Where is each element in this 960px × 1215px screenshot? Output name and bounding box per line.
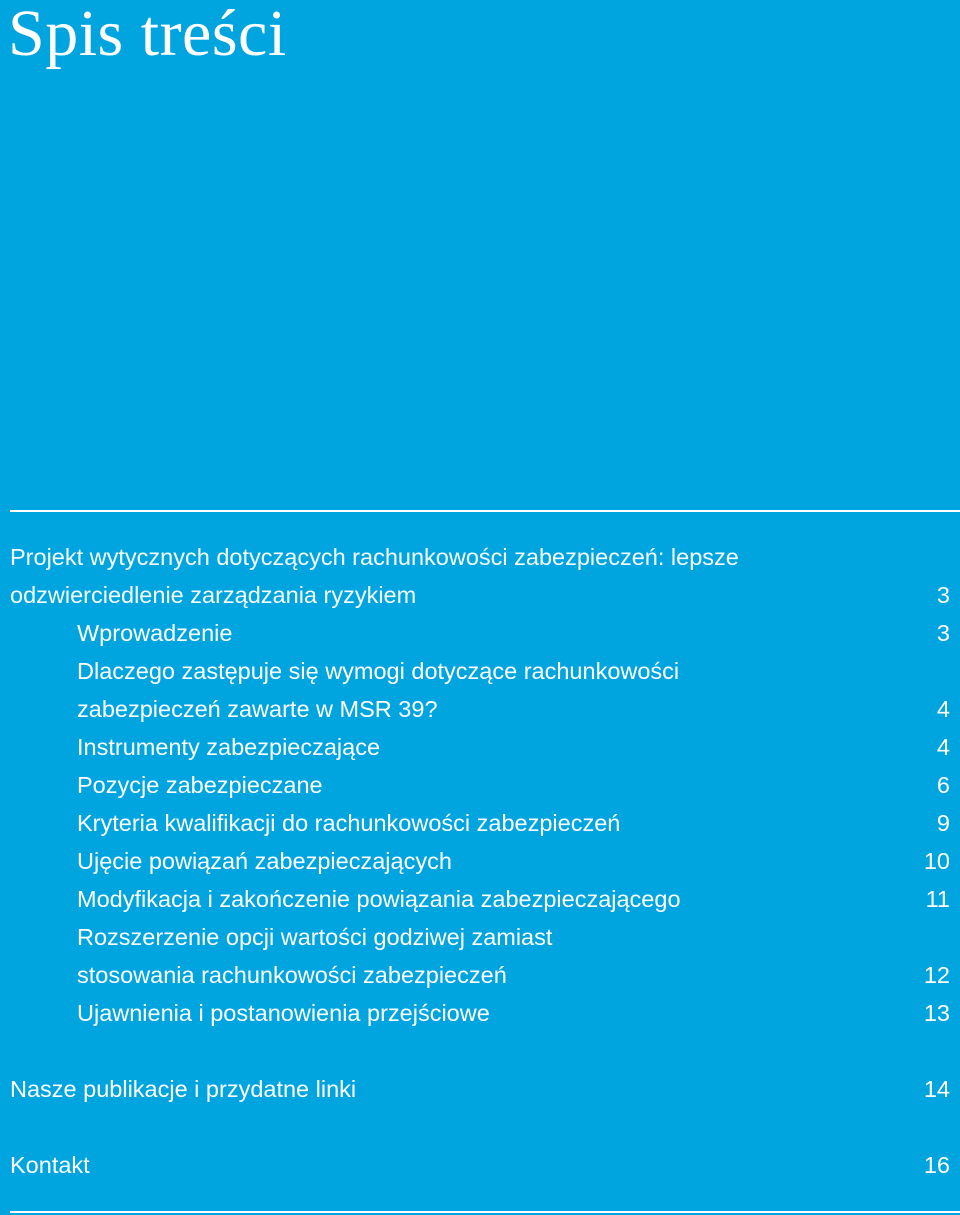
top-divider: [10, 510, 960, 512]
toc-entry-rozszerzenie-line2[interactable]: [10, 956, 960, 994]
toc-entry-kryteria[interactable]: [10, 804, 960, 842]
toc-page-number: 10: [923, 848, 950, 874]
toc-entry-text: Rozszerzenie opcji wartości godziwej zamiast: [77, 924, 553, 950]
table-of-contents: [10, 538, 960, 1184]
toc-entry-text: Wprowadzenie: [77, 620, 233, 646]
toc-page-number: 4: [936, 734, 950, 760]
bottom-divider: [10, 1211, 960, 1213]
toc-page-number: 9: [936, 810, 950, 836]
toc-entry-dlaczego-line1[interactable]: [10, 652, 960, 690]
toc-entry-rozszerzenie-line1[interactable]: [10, 918, 960, 956]
toc-entry-text: Kryteria kwalifikacji do rachunkowości zabezpieczeń: [77, 810, 621, 836]
toc-entry-text: Modyfikacja i zakończenie powiązania zabezpieczającego: [77, 886, 681, 912]
toc-entry-publications[interactable]: [10, 1070, 960, 1108]
page-title: Spis treści: [8, 0, 287, 70]
toc-entry-main-line1[interactable]: [10, 538, 960, 576]
toc-entry-text: Projekt wytycznych dotyczących rachunkowości zabezpieczeń: lepsze: [10, 544, 739, 570]
toc-entry-wprowadzenie[interactable]: [10, 614, 960, 652]
toc-page-number: 6: [936, 772, 950, 798]
toc-entry-text: Kontakt: [10, 1152, 90, 1178]
toc-entry-pozycje[interactable]: [10, 766, 960, 804]
toc-entry-instrumenty[interactable]: [10, 728, 960, 766]
spacer: [10, 1108, 960, 1146]
toc-entry-ujawnienia[interactable]: [10, 994, 960, 1032]
toc-page-number: 3: [936, 620, 950, 646]
toc-entry-modyfikacja[interactable]: [10, 880, 960, 918]
toc-entry-text: Dlaczego zastępuje się wymogi dotyczące rachunkowości: [77, 658, 680, 684]
toc-entry-text: zabezpieczeń zawarte w MSR 39?: [77, 696, 438, 722]
toc-entry-text: Nasze publikacje i przydatne linki: [10, 1076, 357, 1102]
toc-entry-contact[interactable]: [10, 1146, 960, 1184]
toc-page-number: 11: [925, 886, 950, 912]
toc-entry-text: stosowania rachunkowości zabezpieczeń: [77, 962, 507, 988]
toc-entry-text: Pozycje zabezpieczane: [77, 772, 323, 798]
toc-page-number: 3: [936, 582, 950, 608]
toc-entry-main-line2[interactable]: [10, 576, 960, 614]
toc-page-number: 13: [923, 1000, 950, 1026]
toc-page-number: 14: [923, 1076, 950, 1102]
toc-entry-text: odzwierciedlenie zarządzania ryzykiem: [10, 582, 417, 608]
toc-entry-text: Instrumenty zabezpieczające: [77, 734, 381, 760]
toc-entry-text: Ujęcie powiązań zabezpieczających: [77, 848, 452, 874]
toc-page-number: 4: [936, 696, 950, 722]
toc-entry-dlaczego-line2[interactable]: [10, 690, 960, 728]
toc-page-number: 16: [923, 1152, 950, 1178]
spacer: [10, 1032, 960, 1070]
toc-entry-text: Ujawnienia i postanowienia przejściowe: [77, 1000, 490, 1026]
toc-page-number: 12: [923, 962, 950, 988]
toc-entry-ujecie[interactable]: [10, 842, 960, 880]
